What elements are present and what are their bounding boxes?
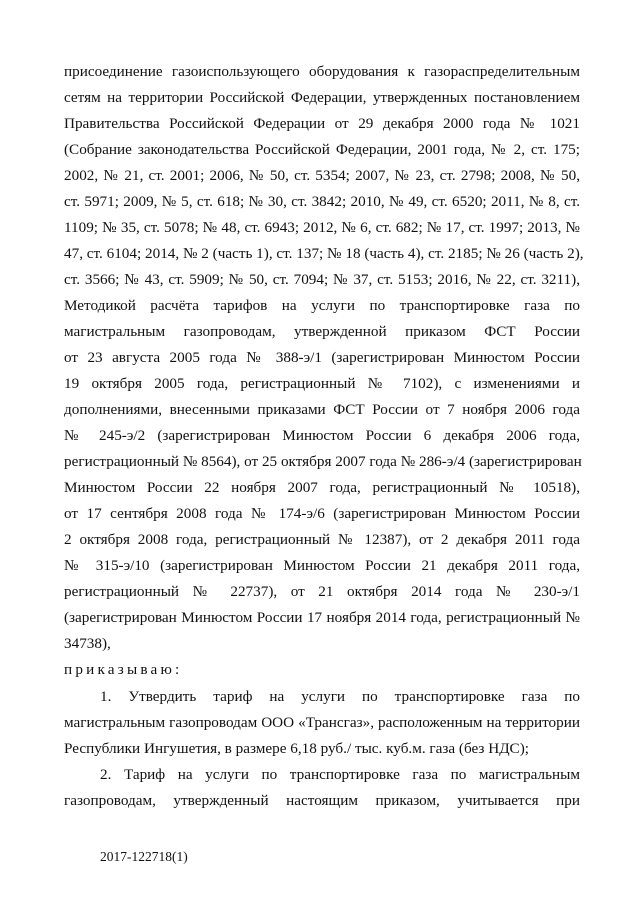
order-heading: приказываю: xyxy=(64,661,183,678)
text-line: 47, ст. 6104; 2014, № 2 (часть 1), ст. 137; № 18 (часть 4), ст. 2185; № 26 (часть 2), xyxy=(64,245,584,262)
text-line: Методикой расчёта тарифов на услуги по транспортировке газа по xyxy=(64,297,580,314)
text-line: 1109; № 35, ст. 5078; № 48, ст. 6943; 2012, № 6, ст. 682; № 17, ст. 1997; 2013, № xyxy=(64,219,580,236)
text-line: 34738), xyxy=(64,635,111,652)
text-line: ст. 5971; 2009, № 5, ст. 618; № 30, ст. 3842; 2010, № 49, ст. 6520; 2011, № 8, ст. xyxy=(64,193,580,210)
text-line: ст. 3566; № 43, ст. 5909; № 50, ст. 7094; № 37, ст. 5153; 2016, № 22, ст. 3211), xyxy=(64,271,580,288)
item-2-line: 2. Тариф на услуги по транспортировке газа по магистральным xyxy=(100,766,580,783)
text-line: от 23 августа 2005 года № 388-э/1 (зарегистрирован Минюстом России xyxy=(64,349,580,366)
text-line: регистрационный № 8564), от 25 октября 2007 года № 286-э/4 (зарегистрирован xyxy=(64,453,582,470)
text-line: газопроводам, утвержденный настоящим приказом, учитывается при xyxy=(64,792,580,809)
text-line: дополнениями, внесенными приказами ФСТ России от 7 ноября 2006 года xyxy=(64,401,580,418)
text-line: 19 октября 2005 года, регистрационный № 7102), с изменениями и xyxy=(64,375,580,392)
text-line: Правительства Российской Федерации от 29 декабря 2000 года № 1021 xyxy=(64,115,580,132)
text-line: (зарегистрирован Минюстом России 17 ноября 2014 года, регистрационный № xyxy=(64,609,580,626)
text-line: Республики Ингушетия, в размере 6,18 руб./ тыс. куб.м. газа (без НДС); xyxy=(64,740,529,757)
text-line: № 245-э/2 (зарегистрирован Минюстом России 6 декабря 2006 года, xyxy=(64,427,580,444)
item-1-line: 1. Утвердить тариф на услуги по транспортировке газа по xyxy=(100,688,580,705)
document-code: 2017-122718(1) xyxy=(100,849,188,864)
text-line: магистральным газопроводам, утвержденной приказом ФСТ России xyxy=(64,323,580,340)
text-line: Минюстом России 22 ноября 2007 года, регистрационный № 10518), xyxy=(64,479,580,496)
text-line: от 17 сентября 2008 года № 174-э/6 (зарегистрирован Минюстом России xyxy=(64,505,580,522)
text-line: регистрационный № 22737), от 21 октября 2014 года № 230-э/1 xyxy=(64,583,580,600)
text-line: магистральным газопроводам ООО «Трансгаз», расположенным на территории xyxy=(64,714,580,731)
text-line: (Собрание законодательства Российской Федерации, 2001 года, № 2, ст. 175; xyxy=(64,141,580,158)
text-line: присоединение газоиспользующего оборудования к газораспределительным xyxy=(64,63,580,80)
text-line: 2002, № 21, ст. 2001; 2006, № 50, ст. 5354; 2007, № 23, ст. 2798; 2008, № 50, xyxy=(64,167,580,184)
text-line: 2 октября 2008 года, регистрационный № 12387), от 2 декабря 2011 года xyxy=(64,531,580,548)
text-line: № 315-э/10 (зарегистрирован Минюстом России 21 декабря 2011 года, xyxy=(64,557,580,574)
text-line: сетям на территории Российской Федерации, утвержденных постановлением xyxy=(64,89,580,106)
